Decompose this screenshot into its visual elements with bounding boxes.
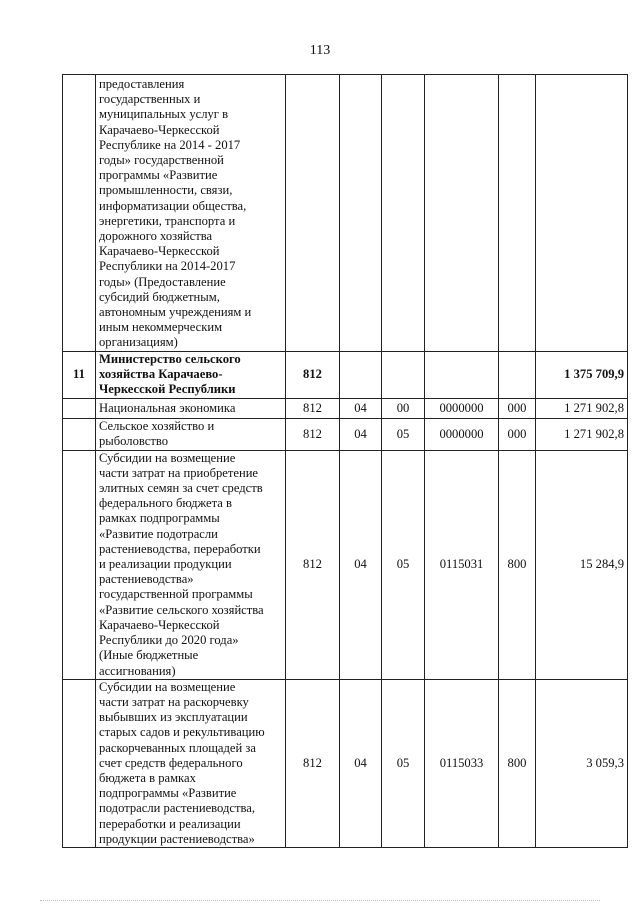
section-code-cell: 04 bbox=[340, 398, 382, 418]
name-line: энергетики, транспорта и bbox=[99, 213, 236, 228]
name-line: государственных и bbox=[99, 92, 201, 107]
name-line: годы» (Предоставление bbox=[99, 274, 226, 289]
amount-cell: 1 271 902,8 bbox=[536, 398, 628, 418]
table-row bbox=[63, 398, 628, 418]
amount-cell: 3 059,3 bbox=[536, 679, 628, 847]
target-code-cell bbox=[425, 351, 499, 398]
name-line: растениеводства, переработки bbox=[99, 541, 261, 556]
name-line: переработки и реализации bbox=[99, 816, 241, 831]
ministry-code-cell: 812 bbox=[286, 351, 340, 398]
target-code-cell bbox=[425, 75, 499, 352]
table-row bbox=[63, 418, 628, 450]
ministry-code-cell: 812 bbox=[286, 398, 340, 418]
table-row bbox=[63, 75, 628, 352]
table-row bbox=[63, 351, 628, 398]
amount-cell bbox=[536, 75, 628, 352]
expense-type-cell bbox=[499, 75, 536, 352]
amount-cell: 1 271 902,8 bbox=[536, 418, 628, 450]
name-line: Карачаево-Черкесской bbox=[99, 122, 220, 137]
name-line: предоставления bbox=[99, 77, 185, 91]
name-line: Министерство сельского bbox=[99, 351, 241, 366]
name-line: (Иные бюджетные bbox=[99, 648, 199, 663]
section-code-cell: 04 bbox=[340, 418, 382, 450]
name-line: растениеводства» bbox=[99, 572, 194, 587]
name-line: организациям) bbox=[99, 335, 178, 350]
name-line: рыболовство bbox=[99, 434, 169, 449]
name-line: Карачаево-Черкесской bbox=[99, 244, 220, 259]
name-line: Республики до 2020 года» bbox=[99, 633, 239, 648]
name-line: годы» государственной bbox=[99, 153, 224, 168]
row-number-cell bbox=[63, 398, 96, 418]
budget-table bbox=[62, 74, 628, 848]
ministry-code-cell: 812 bbox=[286, 418, 340, 450]
row-number-cell bbox=[63, 418, 96, 450]
name-line: автономным учреждениям и bbox=[99, 305, 252, 320]
expense-type-cell: 800 bbox=[499, 679, 536, 847]
name-line: части затрат на приобретение bbox=[99, 465, 259, 480]
name-line: и реализации продукции bbox=[99, 557, 232, 572]
row-number-cell: 11 bbox=[63, 351, 96, 398]
name-line: промышленности, связи, bbox=[99, 183, 233, 198]
row-number-cell bbox=[63, 450, 96, 679]
name-line: Национальная экономика bbox=[99, 400, 236, 415]
page-number: 113 bbox=[309, 43, 331, 58]
name-line: раскорчеванных площадей за bbox=[99, 740, 256, 755]
name-line: счет средств федерального bbox=[99, 755, 243, 770]
name-line: части затрат на раскорчевку bbox=[99, 694, 249, 709]
section-code-cell bbox=[340, 75, 382, 352]
name-line: подотрасли растениеводства, bbox=[99, 801, 255, 816]
subsection-code-cell: 05 bbox=[382, 679, 425, 847]
row-name-cell bbox=[96, 351, 286, 398]
section-code-cell bbox=[340, 351, 382, 398]
name-line: элитных семян за счет средств bbox=[99, 481, 263, 496]
section-code-cell: 04 bbox=[340, 450, 382, 679]
scan-edge-mark bbox=[40, 900, 600, 902]
name-line: программы «Развитие bbox=[99, 168, 218, 183]
subsection-code-cell: 05 bbox=[382, 418, 425, 450]
name-line: информатизации общества, bbox=[99, 198, 247, 213]
name-line: старых садов и рекультивацию bbox=[99, 725, 265, 740]
name-line: муниципальных услуг в bbox=[99, 107, 229, 122]
row-name-cell bbox=[96, 450, 286, 679]
amount-cell: 15 284,9 bbox=[536, 450, 628, 679]
target-code-cell: 0115033 bbox=[425, 679, 499, 847]
table-row bbox=[63, 679, 628, 847]
name-line: рамках подпрограммы bbox=[99, 511, 220, 526]
name-line: Субсидии на возмещение bbox=[99, 679, 236, 694]
expense-type-cell bbox=[499, 351, 536, 398]
name-line: государственной программы bbox=[99, 587, 253, 602]
row-name-cell bbox=[96, 679, 286, 847]
name-line: Черкесской Республики bbox=[99, 382, 236, 397]
target-code-cell: 0115031 bbox=[425, 450, 499, 679]
name-line: Сельское хозяйство и bbox=[99, 418, 215, 433]
name-line: «Развитие подотрасли bbox=[99, 526, 218, 541]
row-name-cell bbox=[96, 75, 286, 352]
name-line: Карачаево-Черкесской bbox=[99, 617, 220, 632]
target-code-cell: 0000000 bbox=[425, 418, 499, 450]
name-line: продукции растениеводства» bbox=[99, 831, 255, 846]
name-line: дорожного хозяйства bbox=[99, 229, 213, 244]
ministry-code-cell: 812 bbox=[286, 679, 340, 847]
name-line: бюджета в рамках bbox=[99, 770, 196, 785]
name-line: Субсидии на возмещение bbox=[99, 450, 236, 465]
expense-type-cell: 000 bbox=[499, 398, 536, 418]
subsection-code-cell: 00 bbox=[382, 398, 425, 418]
row-name-cell bbox=[96, 398, 286, 418]
name-line: подпрограммы «Развитие bbox=[99, 786, 237, 801]
name-line: выбывших из эксплуатации bbox=[99, 710, 248, 725]
table-row bbox=[63, 450, 628, 679]
name-line: хозяйства Карачаево- bbox=[99, 367, 223, 382]
row-name-cell bbox=[96, 418, 286, 450]
name-line: иным некоммерческим bbox=[99, 320, 223, 335]
ministry-code-cell: 812 bbox=[286, 450, 340, 679]
section-code-cell: 04 bbox=[340, 679, 382, 847]
subsection-code-cell bbox=[382, 75, 425, 352]
amount-cell: 1 375 709,9 bbox=[536, 351, 628, 398]
name-line: Республики на 2014-2017 bbox=[99, 259, 236, 274]
name-line: «Развитие сельского хозяйства bbox=[99, 602, 264, 617]
name-line: федерального бюджета в bbox=[99, 496, 232, 511]
row-number-cell bbox=[63, 679, 96, 847]
name-line: Республике на 2014 - 2017 bbox=[99, 137, 241, 152]
name-line: субсидий бюджетным, bbox=[99, 289, 220, 304]
expense-type-cell: 000 bbox=[499, 418, 536, 450]
subsection-code-cell: 05 bbox=[382, 450, 425, 679]
expense-type-cell: 800 bbox=[499, 450, 536, 679]
name-line: ассигнования) bbox=[99, 663, 176, 678]
target-code-cell: 0000000 bbox=[425, 398, 499, 418]
ministry-code-cell bbox=[286, 75, 340, 352]
subsection-code-cell bbox=[382, 351, 425, 398]
row-number-cell bbox=[63, 75, 96, 352]
